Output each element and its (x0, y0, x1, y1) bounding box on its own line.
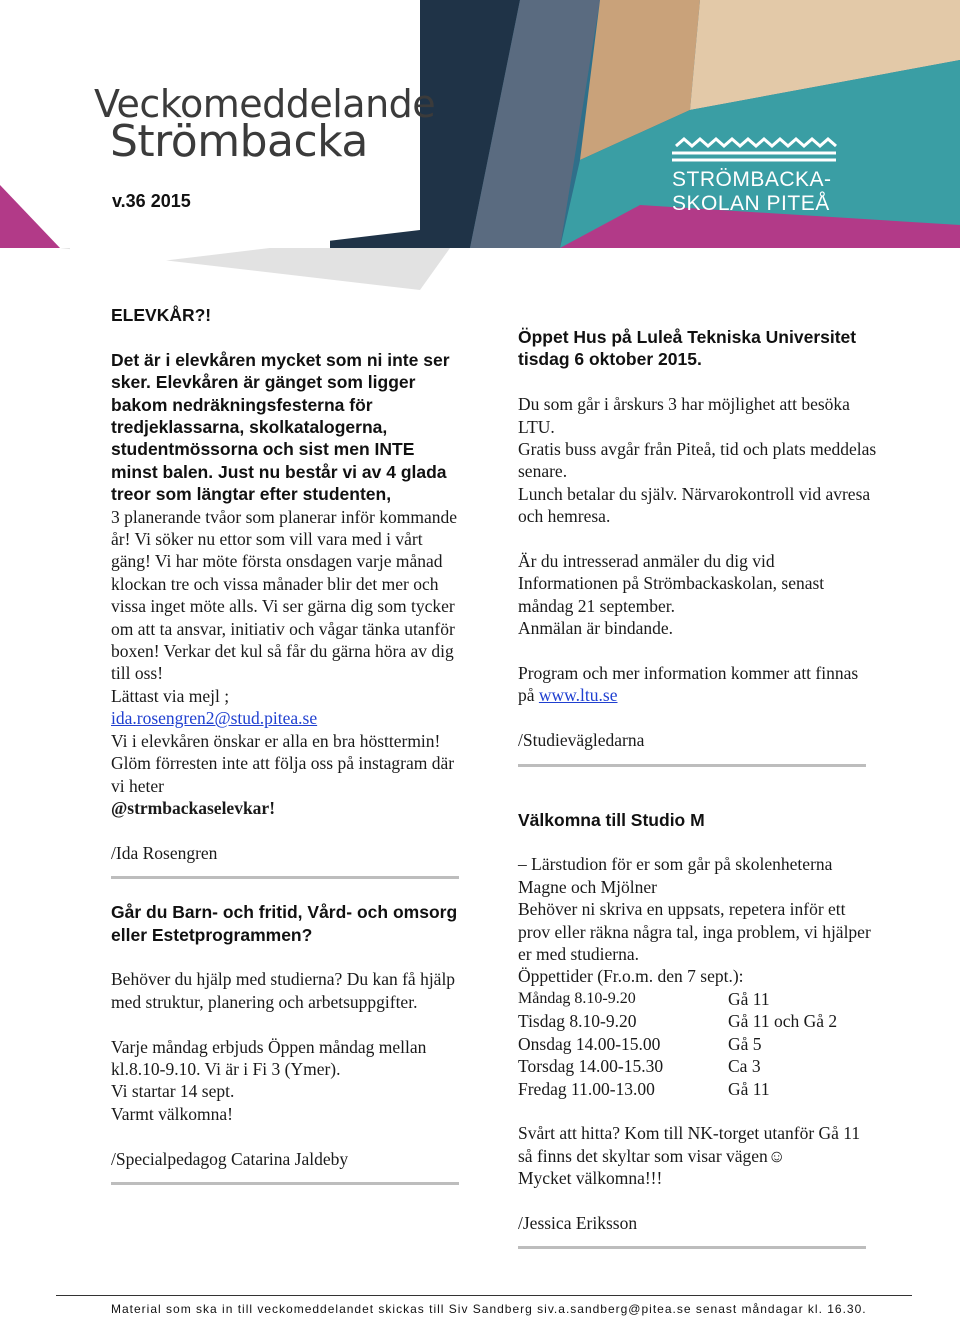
elevkar-title: ELEVKÅR?! (111, 305, 212, 325)
magenta-band-left (0, 185, 60, 248)
schedule-place: Gå 5 (728, 1033, 762, 1054)
schedule-place: Ca 3 (728, 1056, 761, 1077)
school-name-line1: STRÖMBACKA- (672, 168, 832, 191)
section-divider (518, 1246, 866, 1249)
section-divider (518, 764, 866, 767)
ltu-p3: Lunch betalar du själv. Närvarokontroll vid avresa och hemresa. (518, 483, 871, 527)
table-row (518, 1033, 837, 1055)
schedule-day: Onsdag 14.00-15.00 (518, 1033, 661, 1054)
ltu-p4: Är du intresserad anmäler du dig vid Informationen på Strömbackaskolan, senast måndag 21 september. (518, 551, 825, 616)
header-banner (0, 0, 960, 300)
schedule-day: Måndag 8.10-9.20 (518, 989, 636, 1007)
schedule-day: Fredag 11.00-13.00 (518, 1078, 655, 1099)
left-column (111, 300, 461, 1197)
right-column (518, 300, 878, 1261)
support-p4: Varmt välkomna! (111, 1103, 233, 1124)
ltu-link[interactable]: www.ltu.se (538, 685, 618, 706)
ltu-title: Öppet Hus på Luleå Tekniska Universitet tisdag 6 oktober 2015. (518, 327, 857, 370)
elevkar-intro: Det är i elevkåren mycket som ni inte ser sker. Elevkåren är gänget som ligger bakom nedräkningsfesterna för tredjeklassarna, skolkatalogerna, studentmössorna och sist men INTE minst balen. Just nu består vi av 4 glada treor som längtar efter studenten, (111, 349, 450, 505)
footer-divider (56, 1295, 912, 1296)
support-p2: Varje måndag erbjuds Öppen måndag mellan kl.8.10-9.10. Vi är i Fi 3 (Ymer). (111, 1036, 427, 1079)
section-divider (111, 876, 459, 879)
schedule-day: Tisdag 8.10-9.20 (518, 1011, 637, 1032)
schedule-place: Gå 11 (728, 988, 770, 1009)
elevkar-body: 3 planerande tvåor som planerar inför kommande år! Vi söker nu ettor som vill vara med i vårt gäng! Vi har möte första onsdagen varje månad klockan tre och vissa månader blir det mer och vissa inget möte alls. Vi ser gärna dig som tycker om att ta ansvar, initiativ och vågar tänka utanför boxen! Verkar det kul så får du gärna höra av dig till oss! (111, 506, 457, 684)
week-label: v.36 2015 (112, 191, 191, 211)
studio-p1: – Lärstudion för er som går på skolenheterna Magne och Mjölner (518, 854, 833, 897)
support-signature: /Specialpedagog Catarina Jaldeby (111, 1148, 349, 1169)
schedule-place: Gå 11 och Gå 2 (728, 1011, 838, 1032)
schedule-day: Torsdag 14.00-15.30 (518, 1056, 664, 1077)
studio-p3: Svårt att hitta? Kom till NK-torget utanför Gå 11 så finns det skyltar som visar vägen☺ (518, 1123, 861, 1166)
elevkar-contact-prefix: Lättast via mejl ; (111, 685, 230, 706)
studio-p2: Behöver ni skriva en uppsats, repetera inför ett prov eller räkna några tal, inga problem, vi hjälper er med studierna. (518, 899, 871, 965)
support-p1: Behöver du hjälp med studierna? Du kan få hjälp med struktur, planering och arbetsuppgifter. (111, 969, 456, 1012)
ltu-p1: Du som går i årskurs 3 har möjlighet att besöka LTU. (518, 394, 850, 437)
ltu-p2: Gratis buss avgår från Piteå, tid och plats meddelas senare. (518, 439, 877, 482)
studio-title: Välkomna till Studio M (518, 809, 705, 830)
ltu-p6-prefix: Program och mer information kommer att finnas på (518, 663, 859, 706)
studio-signature: /Jessica Eriksson (518, 1212, 638, 1233)
masthead-subtitle: Strömbacka (110, 116, 368, 167)
elevkar-closing: Vi i elevkåren önskar er alla en bra hösttermin! Glöm förresten inte att följa oss på instagram där vi heter (111, 730, 455, 796)
ltu-p5: Anmälan är bindande. (518, 618, 674, 639)
studio-p4: Mycket välkomna!!! (518, 1168, 663, 1189)
school-logo-text (672, 168, 872, 216)
support-p3: Vi startar 14 sept. (111, 1081, 235, 1102)
ltu-signature: /Studievägledarna (518, 730, 645, 751)
school-name-line2: SKOLAN PITEÅ (672, 192, 830, 215)
support-title: Går du Barn- och fritid, Vård- och omsorg eller Estetprogrammen? (111, 902, 458, 945)
footer-note: Material som ska in till veckomeddelandet skickas till Siv Sandberg siv.a.sandberg@pitea.se senast måndagar kl. 16.30. (111, 1302, 867, 1316)
table-row (518, 1078, 837, 1100)
table-row (518, 988, 837, 1010)
section-divider (111, 1182, 459, 1185)
masthead-title: Veckomeddelande (94, 82, 436, 126)
schedule-place: Gå 11 (728, 1078, 770, 1099)
studio-hours-label: Öppettider (Fr.o.m. den 7 sept.): (518, 966, 744, 987)
ltu-p6 (518, 662, 878, 707)
table-row (518, 1055, 837, 1077)
elevkar-instagram: @strmbackaselevkar! (111, 797, 276, 818)
elevkar-signature: /Ida Rosengren (111, 842, 218, 863)
table-row (518, 1010, 837, 1032)
elevkar-email-link[interactable]: ida.rosengren2@stud.pitea.se (111, 708, 318, 729)
studio-schedule-table (518, 988, 837, 1100)
